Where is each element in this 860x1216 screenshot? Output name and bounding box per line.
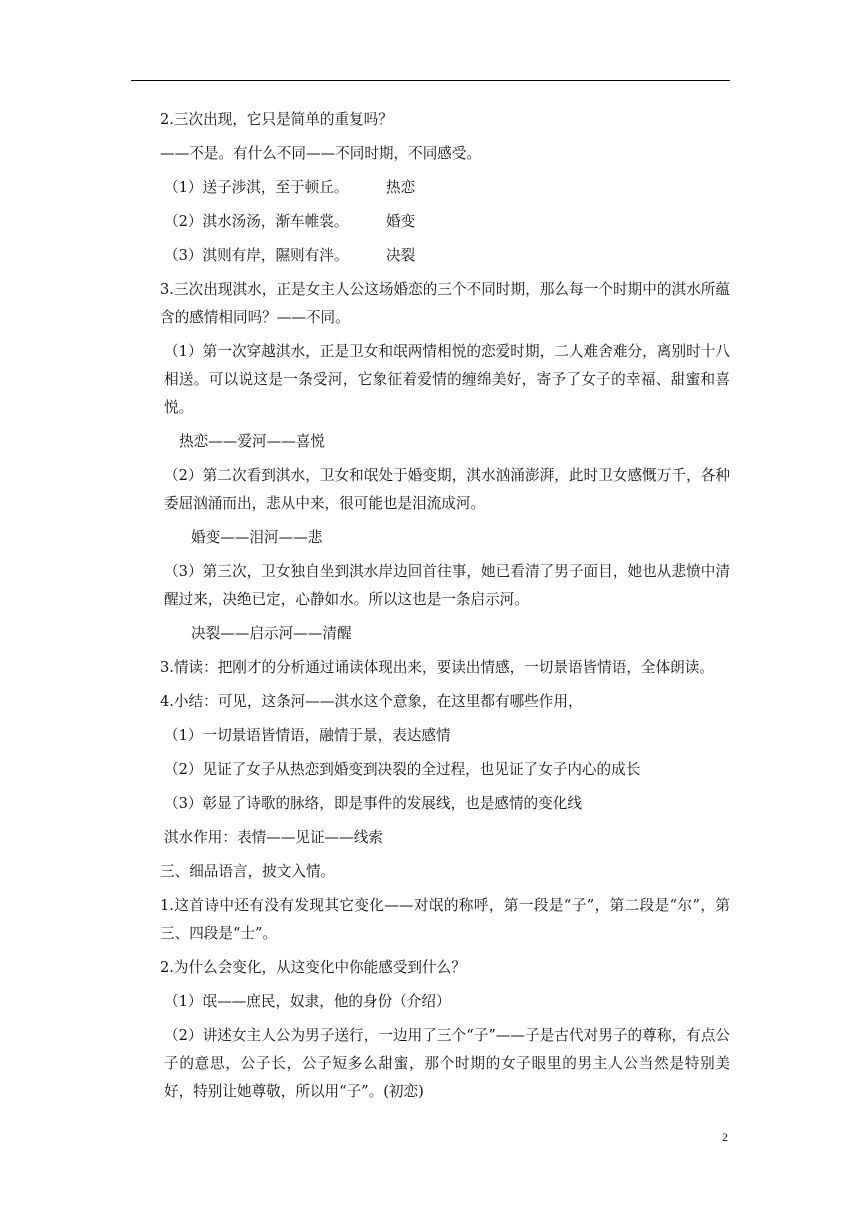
summary-line: 决裂——启示河——清醒 — [191, 625, 352, 642]
paragraph: 1.这首诗中还有没有发现其它变化——对氓的称呼，第一段是“子”，第二段是“尔”，第三、四段是“士”。 — [160, 897, 730, 942]
poem-line: （1）送子涉淇，至于顿丘。 — [164, 179, 349, 196]
section-heading: 三、细品语言，披文入情。 — [160, 863, 336, 880]
poem-line-row — [131, 208, 730, 236]
list-item: （1）一切景语皆情语，融情于景，表达感情 — [164, 727, 451, 744]
header-rule — [131, 80, 730, 81]
list-item: （1）氓——庶民，奴隶，他的身份（介绍） — [164, 993, 451, 1010]
stage-label: 决裂 — [386, 247, 416, 264]
stage-label: 热恋 — [386, 179, 416, 196]
poem-line: （2）淇水汤汤，渐车帷裳。 — [164, 213, 349, 230]
list-item: （3）彰显了诗歌的脉络，即是事件的发展线，也是感情的变化线 — [164, 795, 582, 812]
summary-line: 婚变——泪河——悲 — [191, 529, 323, 546]
summary-line: 淇水作用：表情——见证——线索 — [164, 829, 383, 846]
paragraph: 2.为什么会变化，从这变化中你能感受到什么？ — [160, 959, 466, 976]
poem-line-row — [131, 242, 730, 270]
paragraph: （2）第二次看到淇水，卫女和氓处于婚变期，淇水汹涌澎湃，此时卫女感慨万千，各种委屈汹涌而出，悲从中来，很可能也是泪流成河。 — [164, 467, 730, 512]
paragraph: 2.三次出现，它只是简单的重复吗？ — [160, 111, 393, 128]
poem-line-row — [131, 174, 730, 202]
page-number: 2 — [722, 1130, 728, 1144]
paragraph: （3）第三次，卫女独自坐到淇水岸边回首往事，她已看清了男子面目，她也从悲愤中清醒过来，决绝已定，心静如水。所以这也是一条启示河。 — [164, 563, 730, 608]
paragraph: 3.三次出现淇水，正是女主人公这场婚恋的三个不同时期，那么每一个时期中的淇水所蕴含的感情相同吗？——不同。 — [160, 281, 730, 326]
paragraph: 3.情读：把刚才的分析通过诵读体现出来，要读出情感，一切景语皆情语，全体朗读。 — [160, 659, 714, 676]
list-item: （2）见证了女子从热恋到婚变到决裂的全过程，也见证了女子内心的成长 — [164, 761, 641, 778]
paragraph: （1）第一次穿越淇水，正是卫女和氓两情相悦的恋爱时期，二人难舍难分，离别时十八相送。可以说这是一条受河，它象征着爱情的缠绵美好，寄予了女子的幸福、甜蜜和喜悦。 — [164, 343, 730, 416]
stage-label: 婚变 — [386, 213, 416, 230]
paragraph: 4.小结：可见，这条河——淇水这个意象，在这里都有哪些作用， — [160, 693, 583, 710]
paragraph: （2）讲述女主人公为男子送行，一边用了三个“子”——子是古代对男子的尊称，有点公子的意思，公子长，公子短多么甜蜜，那个时期的女子眼里的男主人公当然是特别美好，特别让她尊敬，所以用“子”。(初恋) — [164, 1027, 730, 1100]
document-body — [131, 106, 730, 1112]
summary-line: 热恋——爱河——喜悦 — [179, 433, 325, 450]
poem-line: （3）淇则有岸，隰则有泮。 — [164, 247, 349, 264]
paragraph: ——不是。有什么不同——不同时期，不同感受。 — [160, 145, 482, 162]
